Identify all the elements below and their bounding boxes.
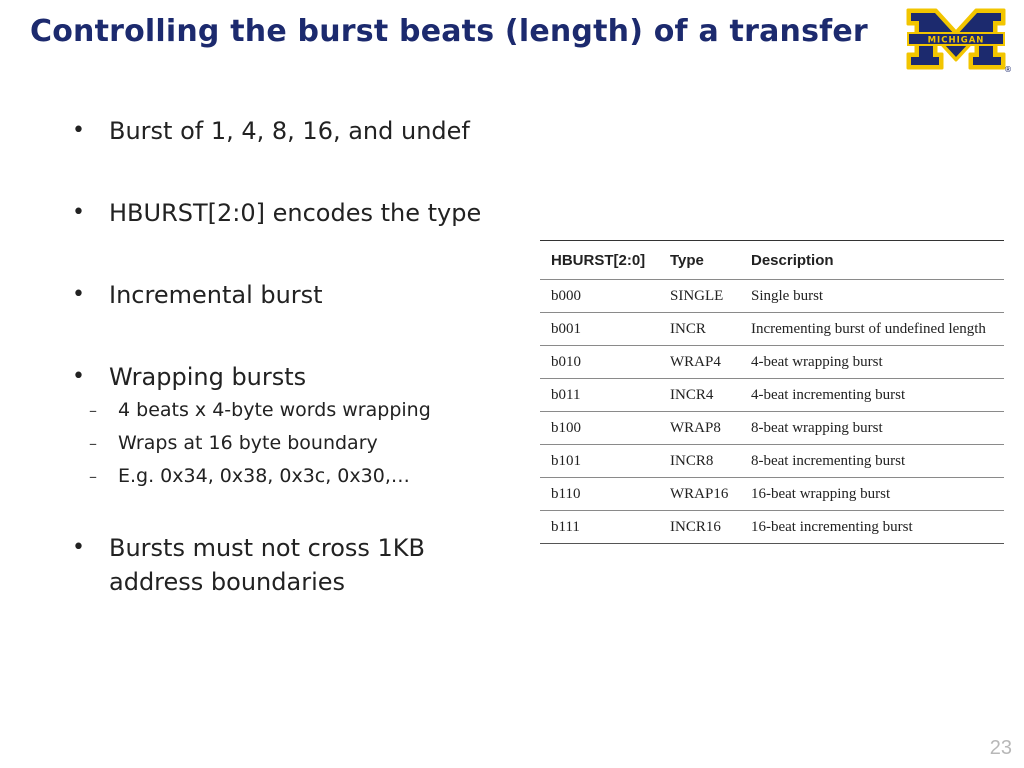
bullet-text: Incremental burst	[109, 281, 323, 309]
bullet-text: Bursts must not cross 1KB address boundaries	[109, 534, 425, 596]
sub-bullet-item	[74, 427, 522, 460]
table-row	[540, 511, 1004, 544]
sub-bullet-text: E.g. 0x34, 0x38, 0x3c, 0x30,…	[118, 465, 410, 487]
table-cell: 16-beat wrapping burst	[740, 478, 1004, 511]
table-cell: WRAP8	[659, 412, 740, 445]
column-header: Description	[740, 241, 1004, 280]
page-number: 23	[989, 737, 1012, 759]
table-row	[540, 445, 1004, 478]
block-m-logo	[906, 8, 1006, 70]
table-row	[540, 346, 1004, 379]
bullet-item	[72, 278, 522, 312]
table-cell: 4-beat wrapping burst	[740, 346, 1004, 379]
table-cell: WRAP16	[659, 478, 740, 511]
table-row	[540, 478, 1004, 511]
dash-icon: –	[89, 467, 97, 486]
sub-bullet-text: Wraps at 16 byte boundary	[118, 432, 378, 454]
table-row	[540, 280, 1004, 313]
michigan-logo	[906, 8, 1014, 74]
table-cell: b010	[540, 346, 659, 379]
table-cell: 4-beat incrementing burst	[740, 379, 1004, 412]
table-cell: b011	[540, 379, 659, 412]
sub-bullet-text: 4 beats x 4-byte words wrapping	[118, 399, 431, 421]
table-cell: INCR16	[659, 511, 740, 544]
dash-icon: –	[89, 434, 97, 453]
bullet-item	[72, 531, 522, 599]
table-header-row	[540, 241, 1004, 280]
table-cell: INCR8	[659, 445, 740, 478]
dash-icon: –	[89, 401, 97, 420]
table-cell: INCR	[659, 313, 740, 346]
bullet-dot-icon: •	[72, 535, 85, 560]
bullet-dot-icon: •	[72, 364, 85, 389]
table-row	[540, 379, 1004, 412]
column-header: HBURST[2:0]	[540, 241, 659, 280]
table-cell: Single burst	[740, 280, 1004, 313]
table-cell: 8-beat incrementing burst	[740, 445, 1004, 478]
hburst-table	[540, 240, 1004, 544]
table-cell: b110	[540, 478, 659, 511]
bullet-item	[72, 114, 522, 148]
table-cell: WRAP4	[659, 346, 740, 379]
column-header: Type	[659, 241, 740, 280]
registered-mark: ®	[1004, 65, 1012, 74]
table-cell: 16-beat incrementing burst	[740, 511, 1004, 544]
logo-text: MICHIGAN	[927, 35, 985, 46]
table-cell: b001	[540, 313, 659, 346]
slide-title: Controlling the burst beats (length) of a transfer	[30, 14, 868, 49]
table-cell: b101	[540, 445, 659, 478]
sub-bullet-list	[89, 394, 522, 493]
sub-bullet-item	[74, 394, 522, 427]
bullet-item	[72, 360, 522, 493]
table-cell: 8-beat wrapping burst	[740, 412, 1004, 445]
bullet-item	[72, 196, 522, 230]
table-cell: INCR4	[659, 379, 740, 412]
bullet-dot-icon: •	[72, 118, 85, 143]
table-row	[540, 313, 1004, 346]
table-cell: b000	[540, 280, 659, 313]
table-cell: SINGLE	[659, 280, 740, 313]
bullet-text: Wrapping bursts	[109, 363, 307, 391]
bullet-list	[72, 114, 522, 647]
bullet-text: HBURST[2:0] encodes the type	[109, 199, 482, 227]
bullet-text: Burst of 1, 4, 8, 16, and undef	[109, 117, 470, 145]
sub-bullet-item	[74, 460, 522, 493]
table-cell: b111	[540, 511, 659, 544]
table-cell: Incrementing burst of undefined length	[740, 313, 1004, 346]
bullet-dot-icon: •	[72, 282, 85, 307]
table-row	[540, 412, 1004, 445]
table-cell: b100	[540, 412, 659, 445]
bullet-dot-icon: •	[72, 200, 85, 225]
